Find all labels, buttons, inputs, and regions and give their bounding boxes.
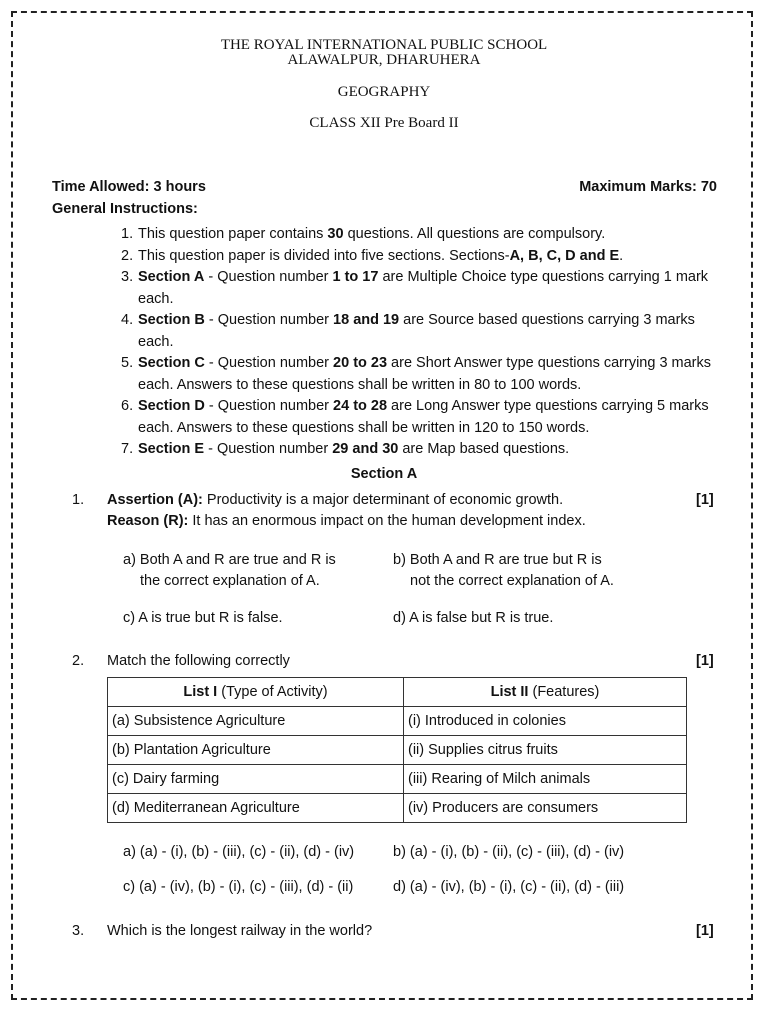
- maximum-marks: Maximum Marks: 70: [579, 179, 717, 195]
- time-allowed: Time Allowed: 3 hours: [52, 179, 206, 195]
- school-location: ALAWALPUR, DHARUHERA: [287, 52, 481, 68]
- table-row: [108, 707, 687, 736]
- instruction-7: 7. Section E - Question number 29 and 30 are Map based questions.: [121, 441, 570, 457]
- question-1-option-b: b) Both A and R are true but R is not the correct explanation of A.: [393, 552, 614, 589]
- table-row: [108, 736, 687, 765]
- subject-title: GEOGRAPHY: [337, 84, 431, 100]
- instruction-3: 3. Section A - Question number 1 to 17 are Multiple Choice type questions carrying 1 mark each.: [121, 269, 709, 307]
- school-name: THE ROYAL INTERNATIONAL PUBLIC SCHOOL: [220, 37, 548, 53]
- question-1-option-d: d) A is false but R is true.: [393, 610, 554, 626]
- question-3-number: 3.: [72, 923, 85, 939]
- question-1-number: 1.: [72, 492, 85, 508]
- table-cell: (iii) Rearing of Milch animals: [404, 765, 687, 794]
- instruction-2: 2. This question paper is divided into five sections. Sections-A, B, C, D and E.: [121, 247, 624, 264]
- table-cell: (i) Introduced in colonies: [404, 707, 687, 736]
- table-row: [108, 794, 687, 823]
- table-row: [108, 765, 687, 794]
- question-2-marks: [1]: [696, 653, 714, 669]
- match-table: [107, 677, 687, 823]
- table-cell: (d) Mediterranean Agriculture: [108, 794, 404, 823]
- question-1-assertion: Assertion (A): Productivity is a major determinant of economic growth.: [107, 492, 564, 508]
- table-cell: (iv) Producers are consumers: [404, 794, 687, 823]
- question-2-text: Match the following correctly: [107, 653, 290, 669]
- question-1-option-c: c) A is true but R is false.: [123, 610, 283, 626]
- class-title: CLASS XII Pre Board II: [309, 115, 459, 131]
- question-2-option-d: d) (a) - (iv), (b) - (i), (c) - (ii), (d) - (iii): [393, 879, 625, 895]
- table-cell: (ii) Supplies citrus fruits: [404, 736, 687, 765]
- instruction-5: 5. Section C - Question number 20 to 23 are Short Answer type questions carrying 3 marks each. Answers to these questions shall be written in 80 to 100 words.: [121, 355, 712, 393]
- question-1-option-a: a) Both A and R are true and R is the correct explanation of A.: [123, 552, 336, 589]
- question-2-option-b: b) (a) - (i), (b) - (ii), (c) - (iii), (d) - (iv): [393, 844, 625, 860]
- question-1-reason: Reason (R): It has an enormous impact on the human development index.: [107, 513, 586, 529]
- table-cell: (a) Subsistence Agriculture: [108, 707, 404, 736]
- instruction-4: 4. Section B - Question number 18 and 19 are Source based questions carrying 3 marks each.: [121, 312, 695, 350]
- list-1-header: List I (Type of Activity): [108, 678, 404, 707]
- section-title: Section A: [350, 466, 418, 482]
- instructions-list: [121, 224, 721, 461]
- question-2-option-c: c) (a) - (iv), (b) - (i), (c) - (iii), (d) - (ii): [123, 879, 354, 895]
- question-3-marks: [1]: [696, 923, 714, 939]
- instruction-1: 1. This question paper contains 30 questions. All questions are compulsory.: [121, 226, 606, 242]
- table-cell: (c) Dairy farming: [108, 765, 404, 794]
- question-1-marks: [1]: [696, 492, 714, 508]
- instruction-6: 6. Section D - Question number 24 to 28 are Long Answer type questions carrying 5 marks each. Answers to these questions shall be written in 120 to 150 words.: [121, 398, 709, 436]
- question-2-number: 2.: [72, 653, 85, 669]
- instructions-title: General Instructions:: [52, 201, 198, 217]
- table-cell: (b) Plantation Agriculture: [108, 736, 404, 765]
- question-3-text: Which is the longest railway in the world?: [107, 923, 373, 939]
- match-table-header: [108, 678, 687, 707]
- question-2-option-a: a) (a) - (i), (b) - (iii), (c) - (ii), (d) - (iv): [123, 844, 355, 860]
- list-2-header: List II (Features): [404, 678, 687, 707]
